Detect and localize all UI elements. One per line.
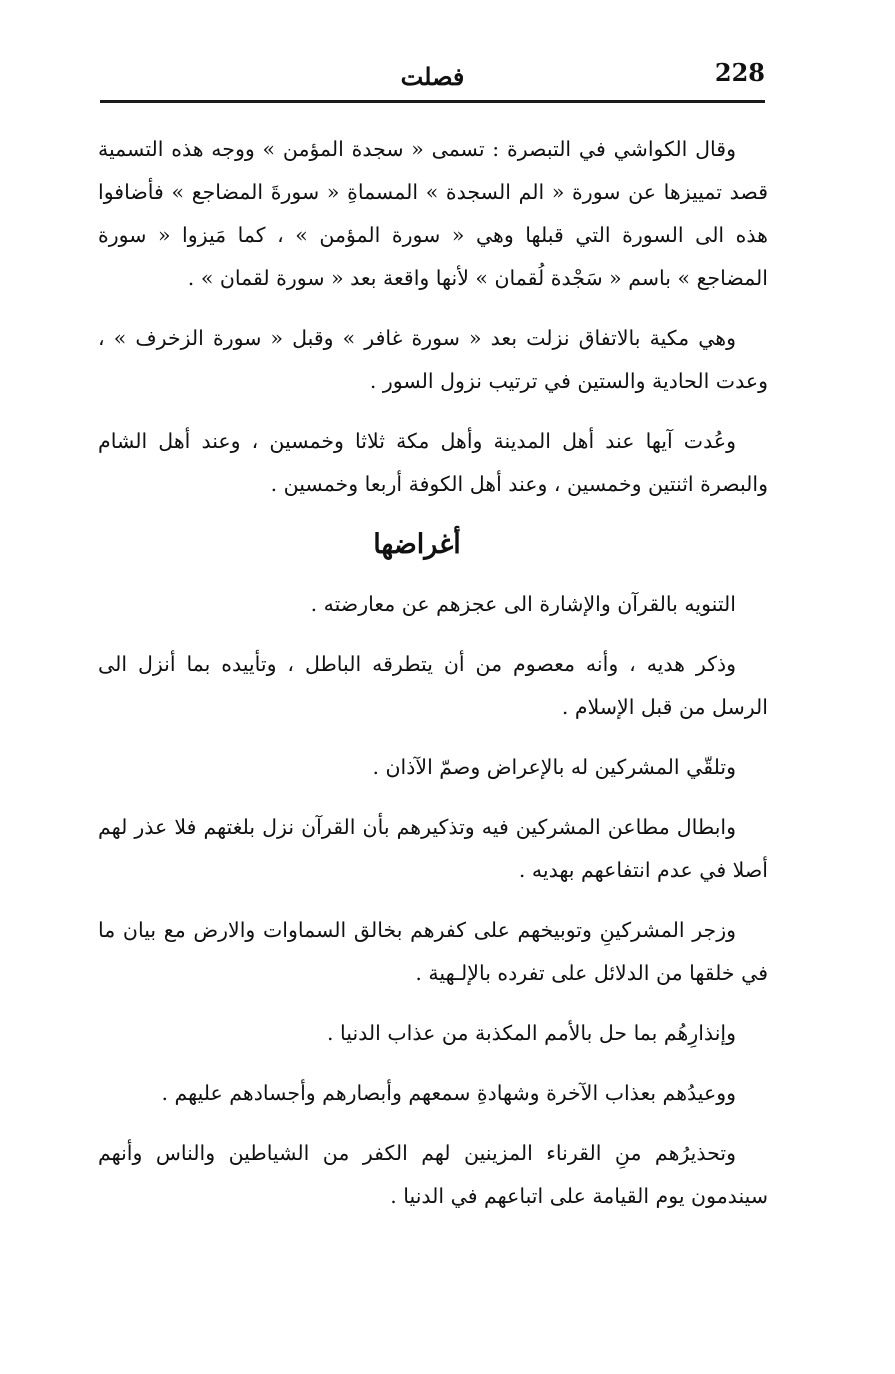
purpose-paragraph: وإنذارِهُم بما حل بالأمم المكذبة من عذاب الدنيا . <box>326 1021 736 1045</box>
intro-paragraph: وعُدت آيها عند أهل المدينة وأهل مكة ثلاثا وخمسين ، وعند أهل الشام والبصرة اثنتين وخمسين ، وعند أهل الكوفة أربعا وخمسين . <box>98 429 768 496</box>
purpose-paragraph: وزجر المشركينِ وتوبيخهم على كفرهم بخالق السماوات والارض مع بيان ما في خلقها من الدلائل على تفرده بالإلـهية . <box>98 918 768 985</box>
purpose-paragraph: وتحذيرُهم منِ القرناء المزينين لهم الكفر من الشياطين والناس وأنهم سيندمون يوم القيامة على اتباعهم في الدنيا . <box>98 1141 768 1208</box>
intro-paragraph: وقال الكواشي في التبصرة : تسمى « سجدة المؤمن » ووجه هذه التسمية قصد تمييزها عن سورة « الم السجدة » المسماةِ « سورةَ المضاجع » فأضافوا هذه الى السورة التي قبلها وهي « سورة المؤمن » ، كما مَيزوا « سورة المضاجع » باسم « سَجْدة لُقمان » لأنها واقعة بعد « سورة لقمان » . <box>98 137 768 290</box>
purpose-paragraph: وتلقّي المشركين له بالإعراض وصمّ الآذان . <box>372 755 736 779</box>
purpose-paragraph: التنويه بالقرآن والإشارة الى عجزهم عن معارضته . <box>310 592 736 616</box>
page-number: 228 <box>714 58 765 87</box>
purpose-paragraph: وذكر هديه ، وأنه معصوم من أن يتطرقه الباطل ، وتأييده بما أنزل الى الرسل من قبل الإسلام . <box>98 652 768 719</box>
section-heading: أغراضها <box>373 529 461 560</box>
purpose-paragraph: وابطال مطاعن المشركين فيه وتذكيرهم بأن القرآن نزل بلغتهم فلا عذر لهم أصلا في عدم انتفاعهم بهديه . <box>98 815 768 882</box>
page-body <box>98 128 768 1235</box>
page-header <box>100 58 765 103</box>
running-title: فصلت <box>400 62 465 91</box>
intro-paragraph: وهي مكية بالاتفاق نزلت بعد « سورة غافر » وقبل « سورة الزخرف » ، وعدت الحادية والستين في ترتيب نزول السور . <box>98 326 768 393</box>
purpose-paragraph: ووعيدُهم بعذاب الآخرة وشهادةِ سمعهم وأبصارهم وأجسادهم عليهم . <box>161 1081 736 1105</box>
